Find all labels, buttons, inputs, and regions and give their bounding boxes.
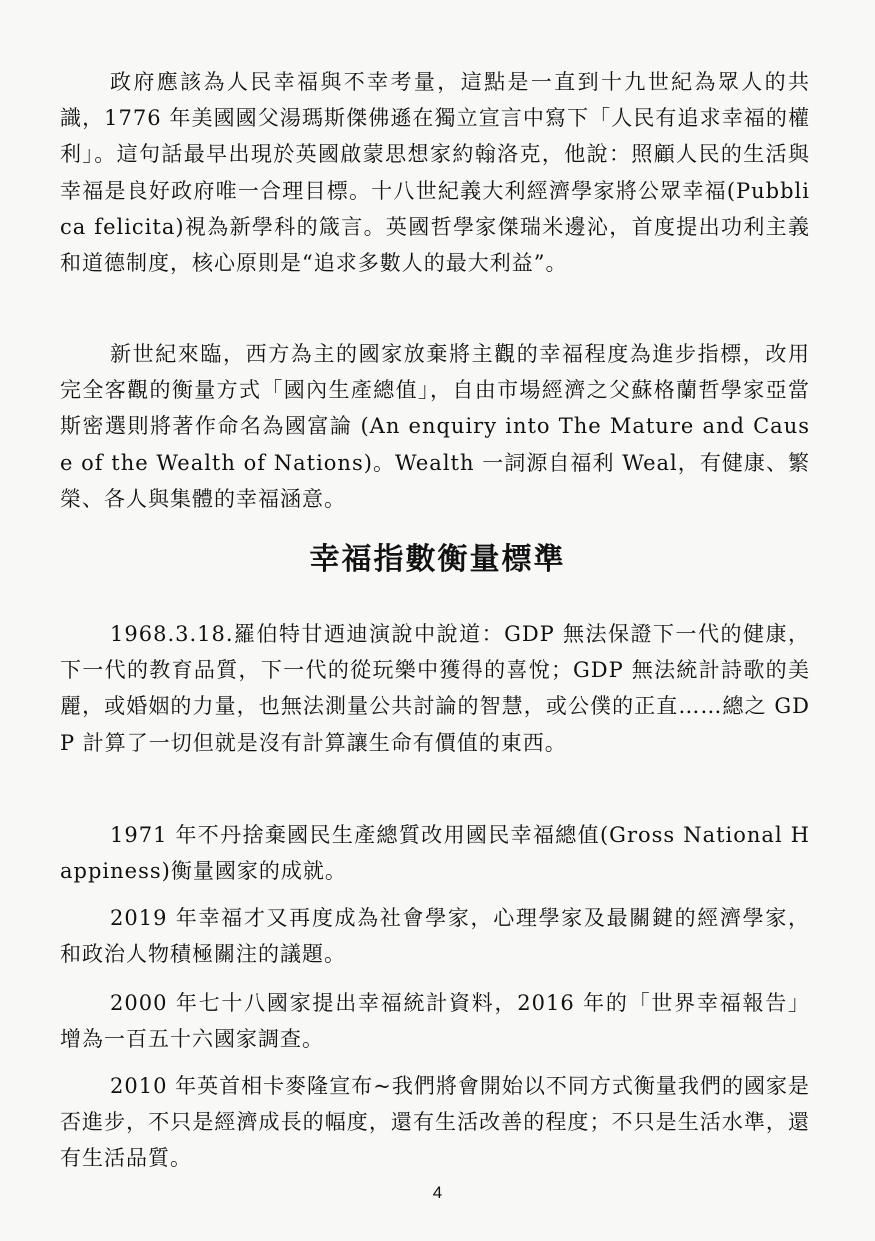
paragraph-happiness-history: 政府應該為人民幸福與不幸考量，這點是一直到十九世紀為眾人的共識，1776 年美國國父湯瑪斯傑佛遜在獨立宣言中寫下「人民有追求幸福的權利」。這句話最早出現於英國啟蒙思想家約翰洛克，他說：照顧人民的生活與幸福是良好政府唯一合理目標。十八世紀義大利經濟學家將公眾幸福(Pubblica felicita)視為新學科的箴言。英國哲學家傑瑞米邊沁，首度提出功利主義和道德制度，核心原則是“追求多數人的最大利益”。 — [60, 70, 810, 276]
section-heading: 幸福指數衡量標準 — [309, 542, 566, 577]
paragraph-2000-report: 2000 年七十八國家提出幸福統計資料，2016 年的「世界幸福報告」增為一百五十六國家調查。 — [60, 991, 810, 1052]
paragraph-cameron: 2010 年英首相卡麥隆宣布~我們將會開始以不同方式衡量我們的國家是否進步，不只是經濟成長的幅度，還有生活改善的程度；不只是生活水準，還有生活品質。 — [60, 1074, 810, 1171]
paragraph-2019: 2019 年幸福才又再度成為社會學家，心理學家及最關鍵的經濟學家，和政治人物積極關注的議題。 — [60, 906, 810, 967]
paragraph-gdp-adoption: 新世紀來臨，西方為主的國家放棄將主觀的幸福程度為進步指標，改用完全客觀的衡量方式「國內生產總值」，自由市場經濟之父蘇格蘭哲學家亞當斯密選則將著作命名為國富論 (An enquiry into The Mature and Cause of the Wealth of Nations)。Wealth 一詞源自福利 Weal，有健康、繁榮、各人與集體的幸福涵意。 — [60, 342, 810, 511]
page-number: 4 — [432, 1183, 443, 1202]
paragraph-bhutan-gnh: 1971 年不丹捨棄國民生產總質改用國民幸福總值(Gross National Happiness)衡量國家的成就。 — [60, 823, 810, 884]
paragraph-kennedy-speech: 1968.3.18.羅伯特甘迺迪演說中說道：GDP 無法保證下一代的健康，下一代的教育品質，下一代的從玩樂中獲得的喜悅；GDP 無法統計詩歌的美麗，或婚姻的力量，也無法測量公共討論的智慧，或公僕的正直……總之 GDP 計算了一切但就是沒有計算讓生命有價值的東西。 — [60, 622, 810, 755]
